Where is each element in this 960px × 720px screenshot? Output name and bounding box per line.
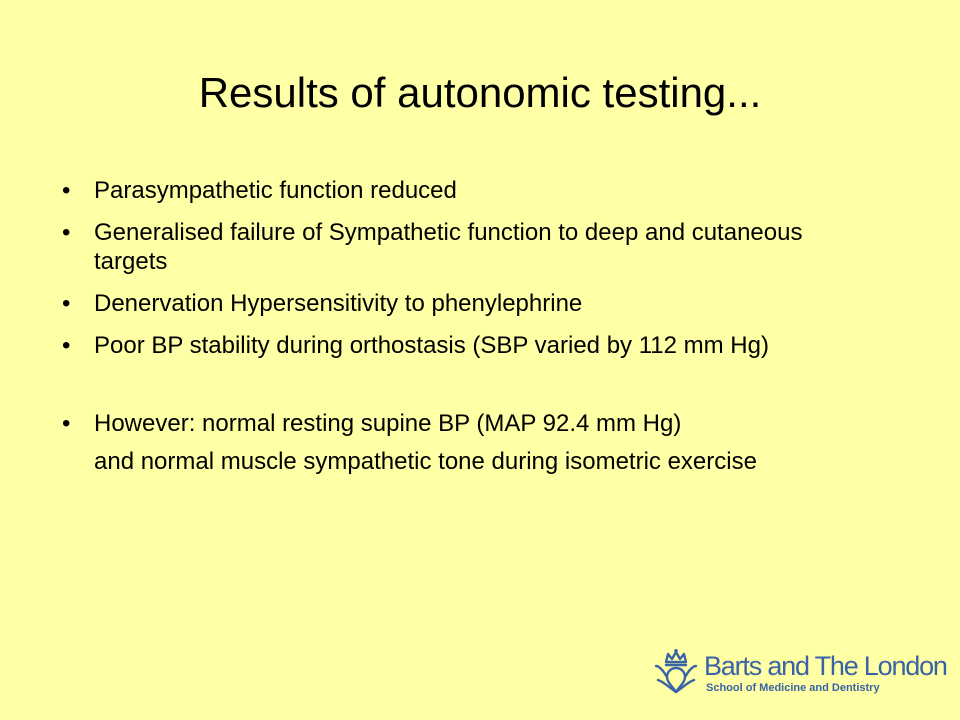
bullet-dot: • [62, 410, 71, 437]
bullet-text: Poor BP stability during orthostasis (SBP varied by 112 mm Hg) [94, 332, 769, 359]
logo-name: Barts and The London [704, 651, 947, 681]
bullet-item [62, 409, 882, 438]
continuation-text: and normal muscle sympathetic tone during isometric exercise [94, 448, 757, 475]
bullet-item [62, 218, 882, 276]
bullet-dot: • [62, 219, 71, 246]
crown-crest-icon [652, 648, 700, 698]
bullet-item [62, 331, 882, 360]
bullet-item [62, 289, 882, 318]
bullet-text: Parasympathetic function reduced [94, 177, 457, 204]
bullet-item [62, 176, 882, 205]
institution-logo [652, 648, 947, 698]
bullet-dot: • [62, 290, 71, 317]
bullet-dot: • [62, 332, 71, 359]
bullet-text: However: normal resting supine BP (MAP 92.4 mm Hg) [94, 410, 682, 437]
bullet-text: Generalised failure of Sympathetic function to deep and cutaneous targets [94, 219, 803, 275]
slide-title: Results of autonomic testing... [198, 69, 762, 116]
continuation-paragraph [62, 447, 882, 476]
logo-subtitle: School of Medicine and Dentistry [706, 682, 880, 694]
bullet-dot: • [62, 177, 71, 204]
bullet-list [62, 176, 882, 489]
bullet-text: Denervation Hypersensitivity to phenylephrine [94, 290, 583, 317]
